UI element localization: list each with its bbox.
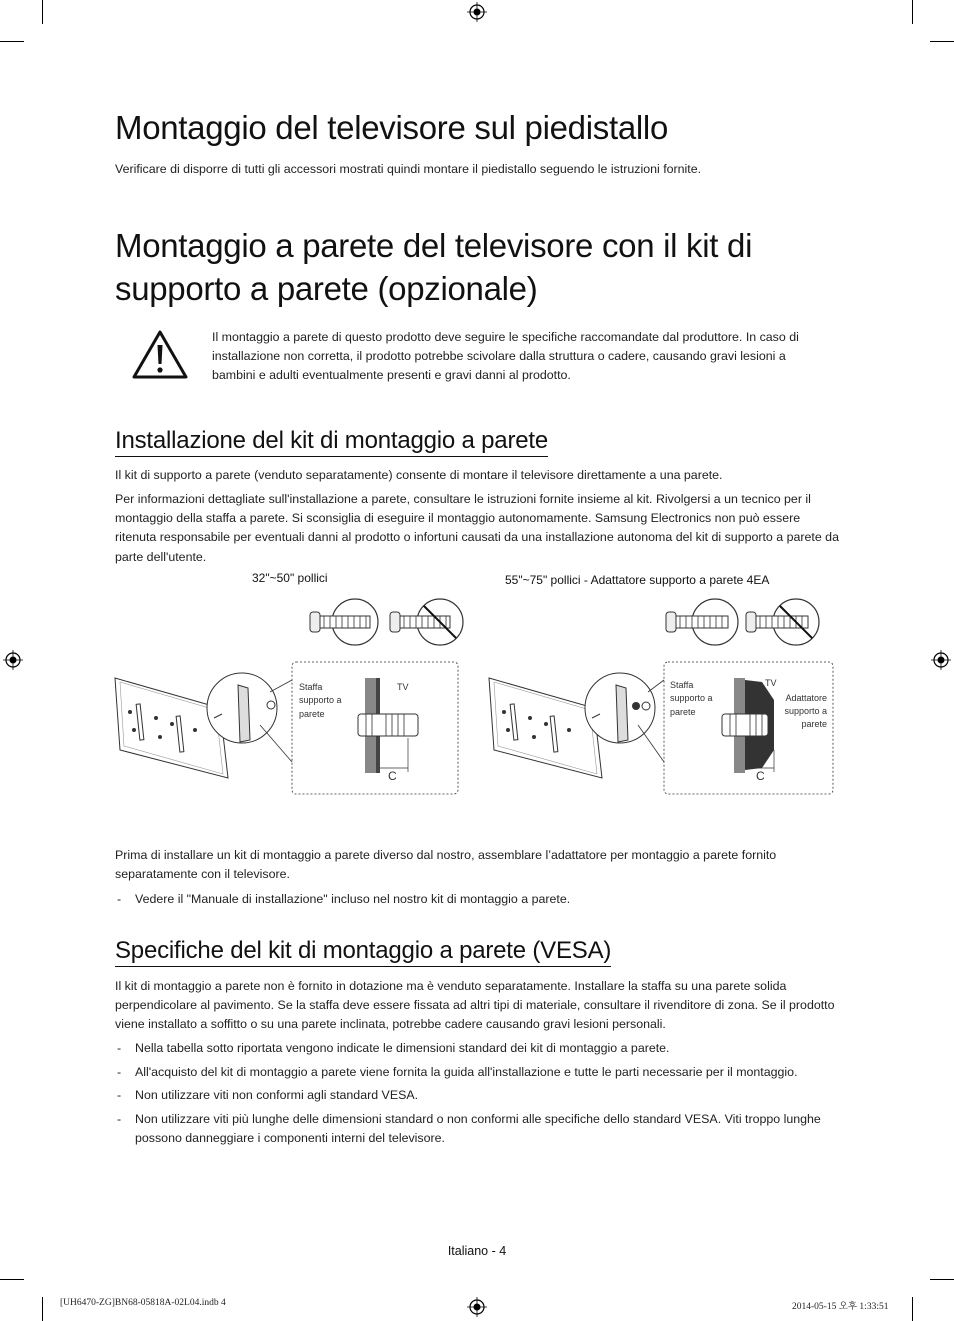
figure-caption-right: 55"~75" pollici - Adattatore supporto a parete 4EA bbox=[505, 573, 770, 587]
svg-text:parete: parete bbox=[299, 709, 325, 719]
para-before-install: Prima di installare un kit di montaggio a parete diverso dal nostro, assemblare l’adattatore per montaggio a parete fornito separatamente con il televisore. bbox=[115, 848, 777, 882]
warning-icon bbox=[131, 329, 189, 381]
screw-ok-icon bbox=[666, 599, 738, 645]
intro-stand: Verificare di disporre di tutti gli accessori mostrati quindi montare il piedistallo seguendo le istruzioni fornite. bbox=[115, 162, 702, 176]
crop-mark bbox=[912, 1297, 913, 1321]
registration-mark-icon bbox=[931, 650, 951, 670]
vesa-bullet-text: All'acquisto del kit di montaggio a parete viene fornita la guida all'installazione e tutte le parti necessarie per il montaggio. bbox=[135, 1065, 798, 1079]
bullet-dash: - bbox=[117, 1088, 122, 1102]
crop-mark bbox=[912, 0, 913, 24]
svg-text:C: C bbox=[388, 769, 397, 783]
svg-text:supporto a: supporto a bbox=[299, 695, 342, 705]
heading-install: Installazione del kit di montaggio a parete bbox=[115, 427, 548, 457]
svg-text:parete: parete bbox=[670, 707, 696, 717]
registration-mark-icon bbox=[467, 1297, 487, 1317]
wall-mount-figure-right bbox=[484, 590, 839, 800]
svg-text:Staffa: Staffa bbox=[670, 680, 694, 690]
page-title-wall-line1: Montaggio a parete del televisore con il kit di bbox=[115, 227, 753, 264]
print-slug-right: 2014-05-15 오후 1:33:51 bbox=[792, 1302, 889, 1312]
install-para-2: Per informazioni dettagliate sull'installazione a parete, consultare le istruzioni fornite insieme al kit. Rivolgersi a un tecnico per il montaggio della staffa a parete. Si sconsiglia di eseguire il montaggio autonomamente. Samsung Electronics non può essere ritenuta responsabile per eventuali danni al prodotto o infortuni causati da una installazione autonoma del kit di supporto a parete da parte dell'utente. bbox=[115, 492, 839, 564]
install-para-1: Il kit di supporto a parete (venduto separatamente) consente di montare il televisore direttamente a una parete. bbox=[115, 468, 723, 482]
svg-text:TV: TV bbox=[765, 678, 777, 688]
screw-ok-icon bbox=[310, 599, 378, 645]
svg-text:TV: TV bbox=[397, 682, 409, 692]
svg-text:Staffa: Staffa bbox=[299, 682, 323, 692]
page-title-stand: Montaggio del televisore sul piedistallo bbox=[115, 109, 668, 146]
svg-text:supporto a: supporto a bbox=[670, 693, 713, 703]
crop-mark bbox=[930, 1279, 954, 1280]
screw-prohibited-icon bbox=[746, 599, 819, 645]
svg-text:C: C bbox=[756, 769, 765, 783]
wall-mount-figure-left bbox=[110, 590, 465, 800]
screw-prohibited-icon bbox=[390, 599, 463, 645]
bullet-manual-text: Vedere il "Manuale di installazione" incluso nel nostro kit di montaggio a parete. bbox=[135, 892, 571, 906]
vesa-bullet bbox=[117, 1039, 837, 1058]
vesa-bullet bbox=[117, 1063, 837, 1082]
bullet-manual bbox=[117, 890, 837, 909]
vesa-bullet-text: Non utilizzare viti non conformi agli standard VESA. bbox=[135, 1088, 419, 1102]
vesa-bullet-text: Non utilizzare viti più lunghe delle dimensioni standard o non conformi alle specifiche dello standard VESA. Viti troppo lunghe possono danneggiare i componenti interni del televisore. bbox=[135, 1112, 821, 1146]
svg-text:Adattatore: Adattatore bbox=[785, 693, 827, 703]
vesa-bullet bbox=[117, 1086, 837, 1105]
page-number: Italiano - 4 bbox=[447, 1244, 507, 1258]
registration-mark-icon bbox=[467, 2, 487, 22]
warning-text: Il montaggio a parete di questo prodotto deve seguire le specifiche raccomandate dal produttore. In caso di installazione non corretta, il prodotto potrebbe scivolare dalla struttura o cadere, causando gravi lesioni a bambini e adulti eventualmente presenti e gravi danni al prodotto. bbox=[212, 330, 799, 383]
registration-mark-icon bbox=[3, 650, 23, 670]
page-title-wall-line2: supporto a parete (opzionale) bbox=[115, 270, 538, 307]
vesa-bullet-text: Nella tabella sotto riportata vengono indicate le dimensioni standard dei kit di montaggio a parete. bbox=[135, 1041, 670, 1055]
svg-text:parete: parete bbox=[801, 719, 827, 729]
vesa-para: Il kit di montaggio a parete non è fornito in dotazione ma è venduto separatamente. Installare la staffa su una parete solida perpendicolare al pavimento. Se la staffa deve essere fissata ad altri tipi di materiale, consultare il rivenditore di zona. Se il prodotto viene installato a soffitto o su una parete inclinata, potrebbe cadere causando gravi lesioni personali. bbox=[115, 979, 835, 1032]
crop-mark bbox=[0, 41, 24, 42]
crop-mark bbox=[0, 1279, 24, 1280]
crop-mark bbox=[42, 0, 43, 24]
bullet-dash: - bbox=[117, 1112, 122, 1126]
heading-vesa: Specifiche del kit di montaggio a parete (VESA) bbox=[115, 937, 611, 967]
print-slug-left: [UH6470-ZG]BN68-05818A-02L04.indb 4 bbox=[60, 1298, 226, 1308]
crop-mark bbox=[930, 41, 954, 42]
svg-text:supporto a: supporto a bbox=[784, 706, 827, 716]
bullet-dash: - bbox=[117, 1065, 122, 1079]
bullet-dash: - bbox=[117, 892, 122, 906]
figure-caption-left: 32"~50" pollici bbox=[252, 571, 328, 585]
crop-mark bbox=[42, 1297, 43, 1321]
bullet-dash: - bbox=[117, 1041, 122, 1055]
vesa-bullet bbox=[117, 1110, 837, 1148]
